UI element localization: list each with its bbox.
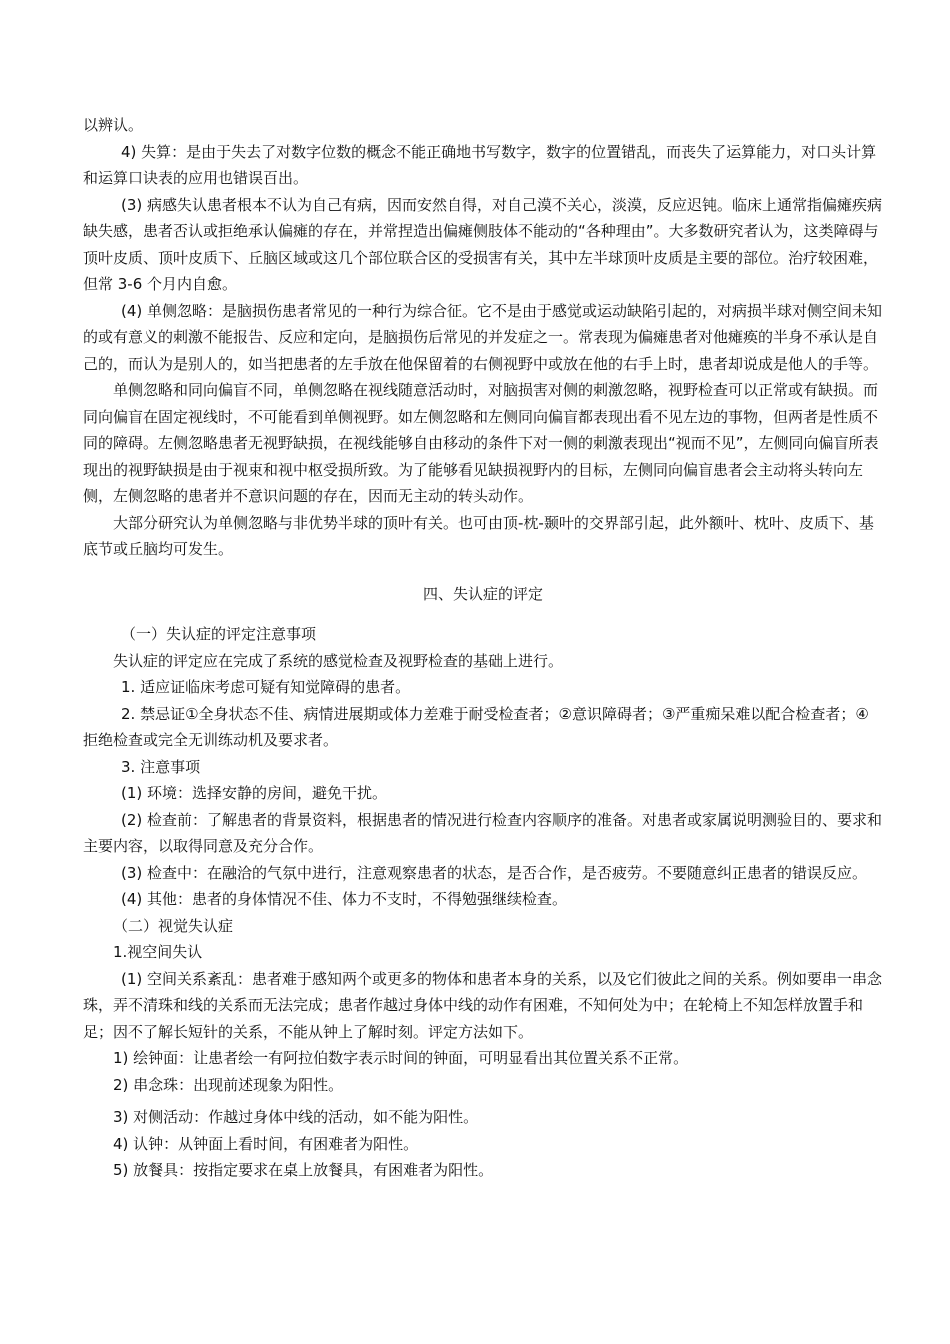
subsection-title: （二）视觉失认症 bbox=[113, 916, 234, 935]
paragraph: 单侧忽略和同向偏盲不同，单侧忽略在视线随意活动时，对脑损害对侧的刺激忽略，视野检查可以正常或有缺损。而同向偏盲在固定视线时，不可能看到单侧视野。如左侧忽略和左侧同向偏盲都表现出看不见左边的事物，但两者是性质不同的障碍。左侧忽略患者无视野缺损，在视线能够自由移动的条件下对一侧的刺激表现出“视而不见”，左侧同向偏盲所表现出的视野缺损是由于视束和视中枢受损所致。为了能够看见缺损视野内的目标，左侧同向偏盲患者会主动将头转向左侧，左侧忽略的患者并不意识问题的存在，因而无主动的转头动作。 bbox=[83, 381, 879, 505]
list-item: (1) 环境：选择安静的房间，避免干扰。 bbox=[121, 784, 388, 802]
paragraph: (3) 病感失认患者根本不认为自己有病，因而安然自得，对自己漠不关心，淡漠，反应迟钝。临床上通常指偏瘫疾病缺失感，患者否认或拒绝承认偏瘫的存在，并常捏造出偏瘫侧肢体不能动的“各种理由”。大多数研究者认为，这类障碍与顶叶皮质、顶叶皮质下、丘脑区域或这几个部位联合区的受损害有关，其中左半球顶叶皮质是主要的部位。治疗较困难，但常 3-6 个月内自愈。 bbox=[83, 195, 883, 293]
document-page bbox=[83, 112, 883, 1184]
list-item: 4) 认钟：从钟面上看时间，有困难者为阳性。 bbox=[113, 1134, 419, 1153]
subsection-title: （一）失认症的评定注意事项 bbox=[121, 625, 317, 643]
paragraph: 以辨认。 bbox=[83, 116, 144, 134]
list-item: 3) 对侧活动：作越过身体中线的活动，如不能为阳性。 bbox=[113, 1108, 479, 1126]
section-heading: 四、失认症的评定 bbox=[422, 584, 543, 603]
list-item: 2) 串念珠：出现前述现象为阳性。 bbox=[113, 1075, 344, 1094]
paragraph: 4) 失算：是由于失去了对数字位数的概念不能正确地书写数字，数字的位置错乱，而丧失了运算能力，对口头计算和运算口诀表的应用也错误百出。 bbox=[83, 142, 877, 187]
paragraph: (1) 空间关系紊乱：患者难于感知两个或更多的物体和患者本身的关系，以及它们彼此之间的关系。例如要串一串念珠，弄不清珠和线的关系而无法完成；患者作越过身体中线的动作有困难，不知何处为中；在轮椅上不知怎样放置手和足；因不了解长短针的关系，不能从钟上了解时刻。评定方法如下。 bbox=[83, 969, 883, 1041]
subsection-title: 1.视空间失认 bbox=[113, 943, 203, 961]
list-item: 3. 注意事项 bbox=[121, 757, 201, 776]
list-item: 2. 禁忌证①全身状态不佳、病情进展期或体力差难于耐受检查者；②意识障碍者；③严重痴呆难以配合检查者；④拒绝检查或完全无训练动机及要求者。 bbox=[83, 704, 869, 749]
paragraph: 大部分研究认为单侧忽略与非优势半球的顶叶有关。也可由顶-枕-颞叶的交界部引起，此外额叶、枕叶、皮质下、基底节或丘脑均可发生。 bbox=[83, 513, 874, 558]
list-item: 1. 适应证临床考虑可疑有知觉障碍的患者。 bbox=[121, 678, 411, 696]
list-item: (2) 检查前：了解患者的背景资料，根据患者的情况进行检查内容顺序的准备。对患者或家属说明测验目的、要求和主要内容，以取得同意及充分合作。 bbox=[83, 810, 883, 855]
list-item: 5) 放餐具：按指定要求在桌上放餐具，有困难者为阳性。 bbox=[113, 1161, 494, 1179]
paragraph: 失认症的评定应在完成了系统的感觉检查及视野检查的基础上进行。 bbox=[113, 651, 564, 670]
list-item: (4) 其他：患者的身体情况不佳、体力不支时，不得勉强继续检查。 bbox=[121, 890, 568, 908]
list-item: (3) 检查中：在融洽的气氛中进行，注意观察患者的状态，是否合作，是否疲劳。不要随意纠正患者的错误反应。 bbox=[121, 863, 868, 882]
paragraph: (4) 单侧忽略：是脑损伤患者常见的一种行为综合征。它不是由于感觉或运动缺陷引起的，对病损半球对侧空间未知的或有意义的刺激不能报告、反应和定向，是脑损伤后常见的并发症之一。常表现为偏瘫患者对他瘫痪的半身不承认是自己的，而认为是别人的，如当把患者的左手放在他保留着的右侧视野中或放在他的右手上时，患者却说成是他人的手等。 bbox=[83, 301, 883, 373]
list-item: 1) 绘钟面：让患者绘一有阿拉伯数字表示时间的钟面，可明显看出其位置关系不正常。 bbox=[113, 1049, 689, 1067]
